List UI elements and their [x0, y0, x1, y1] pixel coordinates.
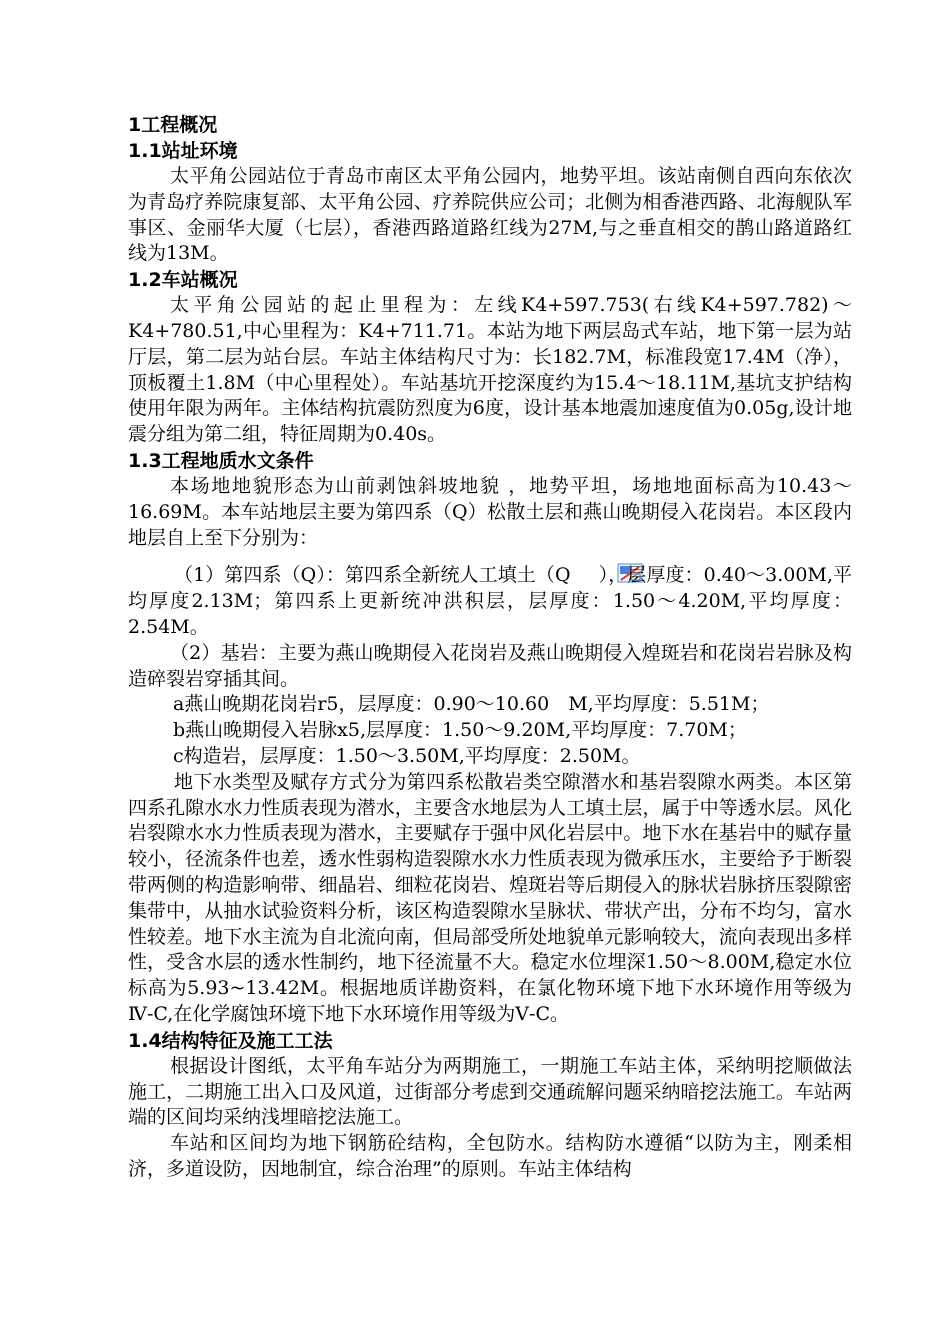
- section-heading-main: 1工程概况: [128, 114, 218, 136]
- paragraph-construction-method: 根据设计图纸，太平角车站分为两期施工，一期施工车站主体，采纳明挖顺做法施工，二期施工出入口及风道，过街部分考虑到交通疏解问题采纳暗挖法施工。车站两端的区间均采纳浅埋暗挖法施工。: [128, 1054, 852, 1129]
- formula-placeholder-icon: [571, 563, 597, 583]
- section-heading-1-4: 1.4结构特征及施工工法: [128, 1029, 333, 1052]
- section-heading-1-2: 1.2车站概况: [128, 269, 238, 292]
- list-item-granite: a燕山晚期花岗岩r5，层厚度：0.90～10.60 M,平均厚度：5.51M；: [173, 693, 770, 716]
- paragraph-station-overview: 太平角公园站的起止里程为：左线K4+597.753(右线K4+597.782)～K4+780.51,中心里程为：K4+711.71。本站为地下两层岛式车站，地下第一层为站厅层，第二层为站台层。车站主体结构尺寸为：长182.7M，标准段宽17.4M（净），顶板覆土1.8M（中心里程处）。车站基坑开挖深度约为15.4～18.11M,基坑支护结构使用年限为两年。主体结构抗震防烈度为6度，设计基本地震加速度值为0.05g,设计地震分组为第二组，特征周期为0.40s。: [128, 294, 852, 446]
- list-item-tectonite: c构造岩，层厚度：1.50～3.50M,平均厚度：2.50M。: [173, 744, 641, 767]
- layer1-text-b: ），层厚度：0.40～3.00M,平均厚度2.13M；第四系上更新统冲洪积层，层厚度：1.50～4.20M,平均厚度：2.54M。: [128, 564, 853, 638]
- section-heading-1-3: 1.3工程地质水文条件: [128, 449, 314, 472]
- paragraph-groundwater: 地下水类型及赋存方式分为第四系松散岩类空隙潜水和基岩裂隙水两类。本区第四系孔隙水水力性质表现为潜水，主要含水地层为人工填土层，属于中等透水层。风化岩裂隙水水力性质表现为潜水，主要赋存于强中风化岩层中。地下水在基岩中的赋存量较小，径流条件也差，透水性弱构造裂隙水水力性质表现为微承压水，主要给予于断裂带两侧的构造影响带、细晶岩、细粒花岗岩、煌斑岩等后期侵入的脉状岩脉挤压裂隙密集带中，从抽水试验资料分析，该区构造裂隙水呈脉状、带状产出，分布不均匀，富水性较差。地下水主流为自北流向南，但局部受所处地貌单元影响较大，流向表现出多样性，受含水层的透水性制约，地下径流量不大。稳定水位埋深1.50～8.00M,稳定水位标高为5.93~13.42M。根据地质详勘资料，在氯化物环境下地下水环境作用等级为Ⅳ-C,在化学腐蚀环境下地下水环境作用等级为Ⅴ-C。: [128, 770, 852, 1025]
- section-heading-1-1: 1.1站址环境: [128, 140, 238, 162]
- paragraph-site-environment: 太平角公园站位于青岛市南区太平角公园内，地势平坦。该站南侧自西向东依次为青岛疗养院康复部、太平角公园、疗养院供应公司；北侧为相香港西路、北海舰队军事区、金丽华大厦（七层），香港西路道路红线为27M,与之垂直相交的鹊山路道路红线为13M。: [128, 165, 852, 265]
- paragraph-waterproofing: 车站和区间均为地下钢筋砼结构，全包防水。结构防水遵循“以防为主，刚柔相济，多道设防，因地制宜，综合治理”的原则。车站主体结构: [128, 1132, 852, 1180]
- document-body: [128, 112, 852, 1183]
- list-item-dike: b燕山晚期侵入岩脉x5,层厚度：1.50～9.20M,平均厚度：7.70M；: [173, 719, 747, 742]
- paragraph-layer-quaternary: [128, 563, 852, 640]
- paragraph-layer-bedrock: （2）基岩：主要为燕山晚期侵入花岗岩及燕山晚期侵入煌斑岩和花岗岩岩脉及构造碎裂岩穿插其间。: [128, 641, 852, 690]
- paragraph-geology-intro: 本场地地貌形态为山前剥蚀斜坡地貌 ，地势平坦，场地地面标高为10.43～16.69M。本车站地层主要为第四系（Q）松散土层和燕山晚期侵入花岗岩。本区段内地层自上至下分别为：: [128, 474, 852, 549]
- layer1-text-a: （1）第四系（Q）：第四系全新统人工填土（Q: [174, 564, 571, 587]
